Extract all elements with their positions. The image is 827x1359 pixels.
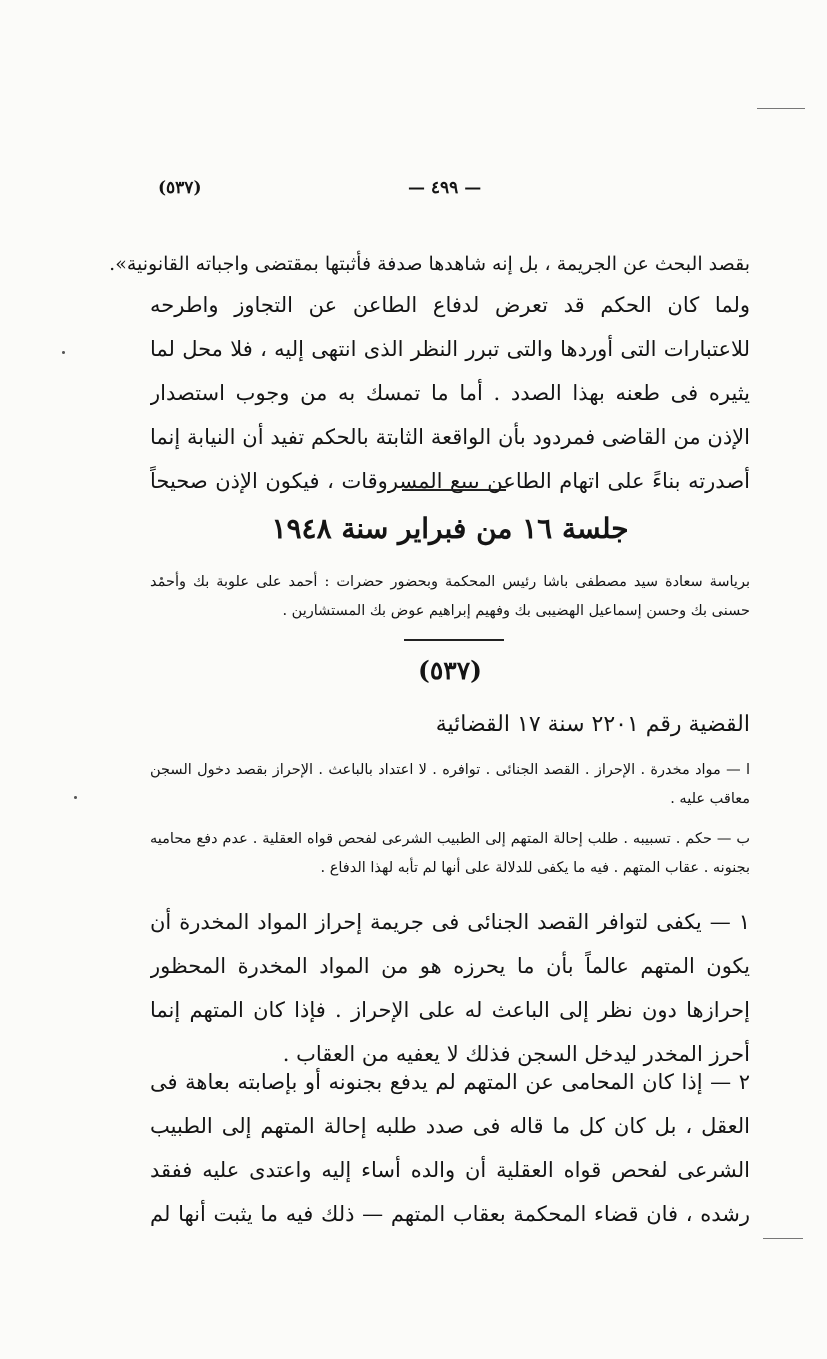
case-reference: القضية رقم ٢٢٠١ سنة ١٧ القضائية bbox=[435, 712, 750, 737]
scan-edge-mark-bottom bbox=[763, 1238, 803, 1239]
headnote: ب — حكم . تسبيبه . طلب إحالة المتهم إلى الطبيب الشرعى لفحص قواه العقلية . عدم دفع محاميه بجنونه . عقاب المتهم . فيه ما يكفى للدلالة على أنها لم تأبه لهذا الدفاع . bbox=[150, 831, 750, 876]
session-title: جلسة ١٦ من فبراير سنة ١٩٤٨ bbox=[271, 512, 629, 545]
intro-paragraph: ولما كان الحكم قد تعرض لدفاع الطاعن عن التجاوز واطرحه للاعتبارات التى أوردها والتى تبرر النظر الذى انتهى إليه ، فلا محل لما يثيره فى طعنه بهذا الصدد . أما ما تمسك به من وجوب استصدار الإذن من القاضى فمردود بأن الواقعة الثابتة بالحكم تفيد أن النيابة إنما أصدرته بناءً على اتهام الطاعن ببيع المسروقات ، فيكون الإذن صحيحاً bbox=[150, 293, 750, 493]
intro-line: بقصد البحث عن الجريمة ، بل إنه شاهدها صدفة فأثبتها بمقتضى واجباته القانونية». bbox=[109, 253, 750, 275]
divider-rule bbox=[402, 489, 506, 491]
legal-principle: ١ — يكفى لتوافر القصد الجنائى فى جريمة إحراز المواد المخدرة أن يكون المتهم عالماً بأن ما يحرزه هو من المواد المخدرة المحظور إحرازها دون نظر إلى الباعث له على الإحراز . فإذا كان المتهم إنما أحرز المخدر ليدخل السجن فذلك لا يعفيه من العقاب . bbox=[150, 910, 750, 1066]
session-presidency: برياسة سعادة سيد مصطفى باشا رئيس المحكمة وبحضور حضرات : أحمد على علوبة بك وأحمد حسنى بك وحسن إسماعيل الهضيبى بك وفهيم إبراهيم عوض بك المستشارين . bbox=[150, 574, 750, 619]
scan-speck bbox=[62, 351, 65, 354]
headnote: ا — مواد مخدرة . الإحراز . القصد الجنائى . توافره . لا اعتداد بالباعث . الإحراز بقصد دخول السجن معاقب عليه . bbox=[150, 762, 750, 807]
header-case-number: (٥٣٧) bbox=[158, 178, 202, 198]
legal-principle: ٢ — إذا كان المحامى عن المتهم لم يدفع بجنونه أو بإصابته بعاهة فى العقل ، بل كان كل ما قاله فى صدد طلبه إحالة المتهم إلى الطبيب الشرعى لفحص قواه العقلية أن والده أساء إليه واعتدى عليه ففقد رشده ، فان قضاء المحكمة بعقاب المتهم — ذلك فيه ما يثبت أنها لم bbox=[150, 1070, 750, 1226]
page-number: — ٤٩٩ — bbox=[408, 178, 482, 198]
divider-rule bbox=[404, 639, 504, 641]
scan-edge-mark-top bbox=[757, 108, 805, 109]
scan-speck bbox=[74, 796, 77, 799]
page-header bbox=[150, 178, 720, 208]
case-label: (٥٣٧) bbox=[418, 656, 482, 685]
